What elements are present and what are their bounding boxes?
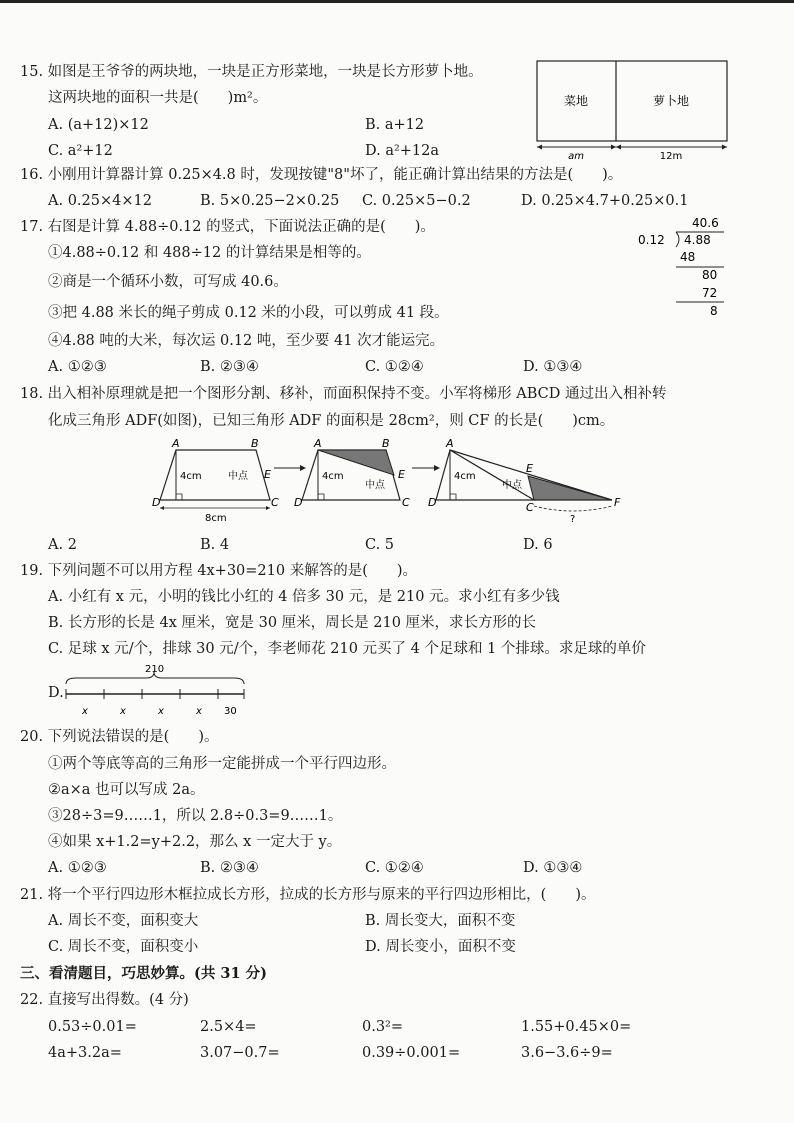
svg-text:E: E — [264, 468, 271, 481]
svg-text:中点: 中点 — [365, 480, 385, 491]
q20-statement-3: ③28÷3=9……1，所以 2.8÷0.3=9……1。 — [48, 808, 343, 824]
q18-height-label: 4cm — [180, 471, 202, 482]
division-row1: 48 — [680, 250, 696, 264]
svg-text:C: C — [402, 496, 410, 509]
q22-item-6: 3.07−0.7= — [200, 1045, 280, 1061]
q21-option-a[interactable]: A. 周长不变，面积变大 — [48, 913, 199, 929]
svg-text:D: D — [152, 496, 161, 509]
svg-text:4cm: 4cm — [322, 471, 344, 482]
q16-option-c[interactable]: C. 0.25×5−0.2 — [362, 193, 471, 209]
q22-title: 22. 直接写出得数。(4 分) — [20, 992, 189, 1008]
q18-stem-line2: 化成三角形 ADF(如图)，已知三角形 ADF 的面积是 28cm²，则 CF 的长是( )cm。 — [48, 413, 615, 429]
svg-text:C: C — [271, 496, 279, 509]
q16-stem: 16. 小刚用计算器计算 0.25×4.8 时，发现按键"8"坏了，能正确计算出结果的方法是( )。 — [20, 167, 623, 183]
svg-text:A: A — [172, 437, 180, 450]
q16-option-a[interactable]: A. 0.25×4×12 — [48, 193, 152, 209]
svg-text:A: A — [314, 437, 322, 450]
q18-midpoint-label: 中点 — [228, 471, 248, 482]
q20-option-d[interactable]: D. ①③④ — [523, 860, 583, 876]
q15-stem-line2: 这两块地的面积一共是( )m²。 — [48, 90, 268, 106]
svg-text:4cm: 4cm — [454, 471, 476, 482]
q15-land-figure — [530, 58, 730, 166]
q15-option-b[interactable]: B. a+12 — [365, 117, 425, 133]
q21-option-c[interactable]: C. 周长不变，面积变小 — [48, 939, 199, 955]
svg-text:x: x — [120, 706, 126, 717]
division-quotient: 40.6 — [692, 216, 719, 230]
q19-option-c[interactable]: C. 足球 x 元/个，排球 30 元/个，李老师花 210 元买了 4 个足球和 1 个排球。求足球的单价 — [48, 641, 646, 657]
q20-statement-2: ②a×a 也可以写成 2a。 — [48, 782, 205, 798]
svg-text:E: E — [526, 462, 533, 475]
q21-option-d[interactable]: D. 周长变小，面积不变 — [365, 939, 516, 955]
q17-stem: 17. 右图是计算 4.88÷0.12 的竖式，下面说法正确的是( )。 — [20, 219, 435, 235]
division-dividend: 4.88 — [684, 233, 711, 247]
svg-text:x: x — [158, 706, 164, 717]
svg-text:C: C — [526, 501, 534, 514]
q17-option-a[interactable]: A. ①②③ — [48, 359, 107, 375]
q18-trapezoid-figure — [150, 436, 630, 532]
section-3-heading: 三、看清题目，巧思妙算。(共 31 分) — [20, 965, 267, 982]
q18-option-a[interactable]: A. 2 — [48, 537, 77, 553]
q17-option-c[interactable]: C. ①②④ — [365, 359, 424, 375]
q18-stem-line1: 18. 出入相补原理就是把一个图形分割、移补，而面积保持不变。小军将梯形 ABCD 通过出入相补转 — [20, 386, 667, 402]
svg-text:F: F — [614, 496, 621, 509]
q21-option-b[interactable]: B. 周长变大，面积不变 — [365, 913, 516, 929]
q18-base-label: 8cm — [205, 513, 227, 524]
q17-statement-1: ①4.88÷0.12 和 488÷12 的计算结果是相等的。 — [48, 245, 371, 261]
q19-option-b[interactable]: B. 长方形的长是 4x 厘米，宽是 30 厘米，周长是 210 厘米，求长方形的长 — [48, 615, 537, 631]
q20-statement-1: ①两个等底等高的三角形一定能拼成一个平行四边形。 — [48, 756, 396, 772]
q15-option-a[interactable]: A. (a+12)×12 — [48, 117, 149, 133]
svg-text:x: x — [82, 706, 88, 717]
q16-option-d[interactable]: D. 0.25×4.7+0.25×0.1 — [521, 193, 689, 209]
q15-label-radish: 萝卜地 — [652, 94, 690, 108]
q17-option-b[interactable]: B. ②③④ — [200, 359, 259, 375]
q19-stem: 19. 下列问题不可以用方程 4x+30=210 来解答的是( )。 — [20, 563, 418, 579]
svg-text:30: 30 — [224, 706, 237, 717]
q17-option-d[interactable]: D. ①③④ — [523, 359, 583, 375]
q22-item-2: 2.5×4= — [200, 1019, 257, 1035]
svg-text:B: B — [251, 437, 259, 450]
q22-item-8: 3.6−3.6÷9= — [521, 1045, 613, 1061]
q16-option-b[interactable]: B. 5×0.25−2×0.25 — [200, 193, 340, 209]
q22-item-1: 0.53÷0.01= — [48, 1019, 137, 1035]
q15-stem-line1: 15. 如图是王爷爷的两块地，一块是正方形菜地，一块是长方形萝卜地。 — [20, 64, 483, 80]
svg-text:D: D — [428, 496, 437, 509]
division-row2: 80 — [702, 268, 718, 282]
q20-statement-4: ④如果 x+1.2=y+2.2，那么 x 一定大于 y。 — [48, 834, 342, 850]
svg-text:B: B — [382, 437, 390, 450]
q19-line-diagram — [62, 664, 252, 724]
q19-option-d[interactable]: D. — [48, 685, 64, 701]
q17-long-division — [632, 213, 732, 327]
svg-text:D: D — [294, 496, 303, 509]
q22-item-5: 4a+3.2a= — [48, 1045, 122, 1061]
q15-option-d[interactable]: D. a²+12a — [365, 143, 440, 159]
division-row3: 72 — [702, 286, 718, 300]
svg-text:x: x — [196, 706, 202, 717]
svg-text:E: E — [398, 468, 405, 481]
division-divisor: 0.12 — [638, 233, 665, 247]
q15-dim-am: am — [568, 151, 584, 162]
q20-stem: 20. 下列说法错误的是( )。 — [20, 729, 219, 745]
top-border — [0, 0, 794, 3]
q19-option-a[interactable]: A. 小红有 x 元，小明的钱比小红的 4 倍多 30 元，是 210 元。求小红有多少钱 — [48, 589, 560, 605]
q22-item-7: 0.39÷0.001= — [362, 1045, 461, 1061]
q20-option-a[interactable]: A. ①②③ — [48, 860, 107, 876]
q22-item-4: 1.55+0.45×0= — [521, 1019, 632, 1035]
svg-text:A: A — [446, 437, 454, 450]
svg-text:中点: 中点 — [502, 480, 522, 491]
division-remainder: 8 — [710, 304, 718, 318]
q15-label-vegetable: 菜地 — [563, 94, 589, 108]
q19-total-label: 210 — [145, 664, 165, 675]
q20-option-b[interactable]: B. ②③④ — [200, 860, 259, 876]
q17-statement-2: ②商是一个循环小数，可写成 40.6。 — [48, 274, 288, 290]
q20-option-c[interactable]: C. ①②④ — [365, 860, 424, 876]
q18-unknown-cf: ? — [570, 514, 576, 525]
q15-dim-12m: 12m — [659, 151, 683, 162]
q17-statement-4: ④4.88 吨的大米，每次运 0.12 吨，至少要 41 次才能运完。 — [48, 333, 445, 349]
q18-option-d[interactable]: D. 6 — [523, 537, 553, 553]
q15-option-c[interactable]: C. a²+12 — [48, 143, 113, 159]
q21-stem: 21. 将一个平行四边形木框拉成长方形，拉成的长方形与原来的平行四边形相比，( )。 — [20, 887, 596, 903]
q22-item-3: 0.3²= — [362, 1019, 404, 1035]
q18-option-c[interactable]: C. 5 — [365, 537, 395, 553]
q18-option-b[interactable]: B. 4 — [200, 537, 230, 553]
q17-statement-3: ③把 4.88 米长的绳子剪成 0.12 米的小段，可以剪成 41 段。 — [48, 305, 449, 321]
